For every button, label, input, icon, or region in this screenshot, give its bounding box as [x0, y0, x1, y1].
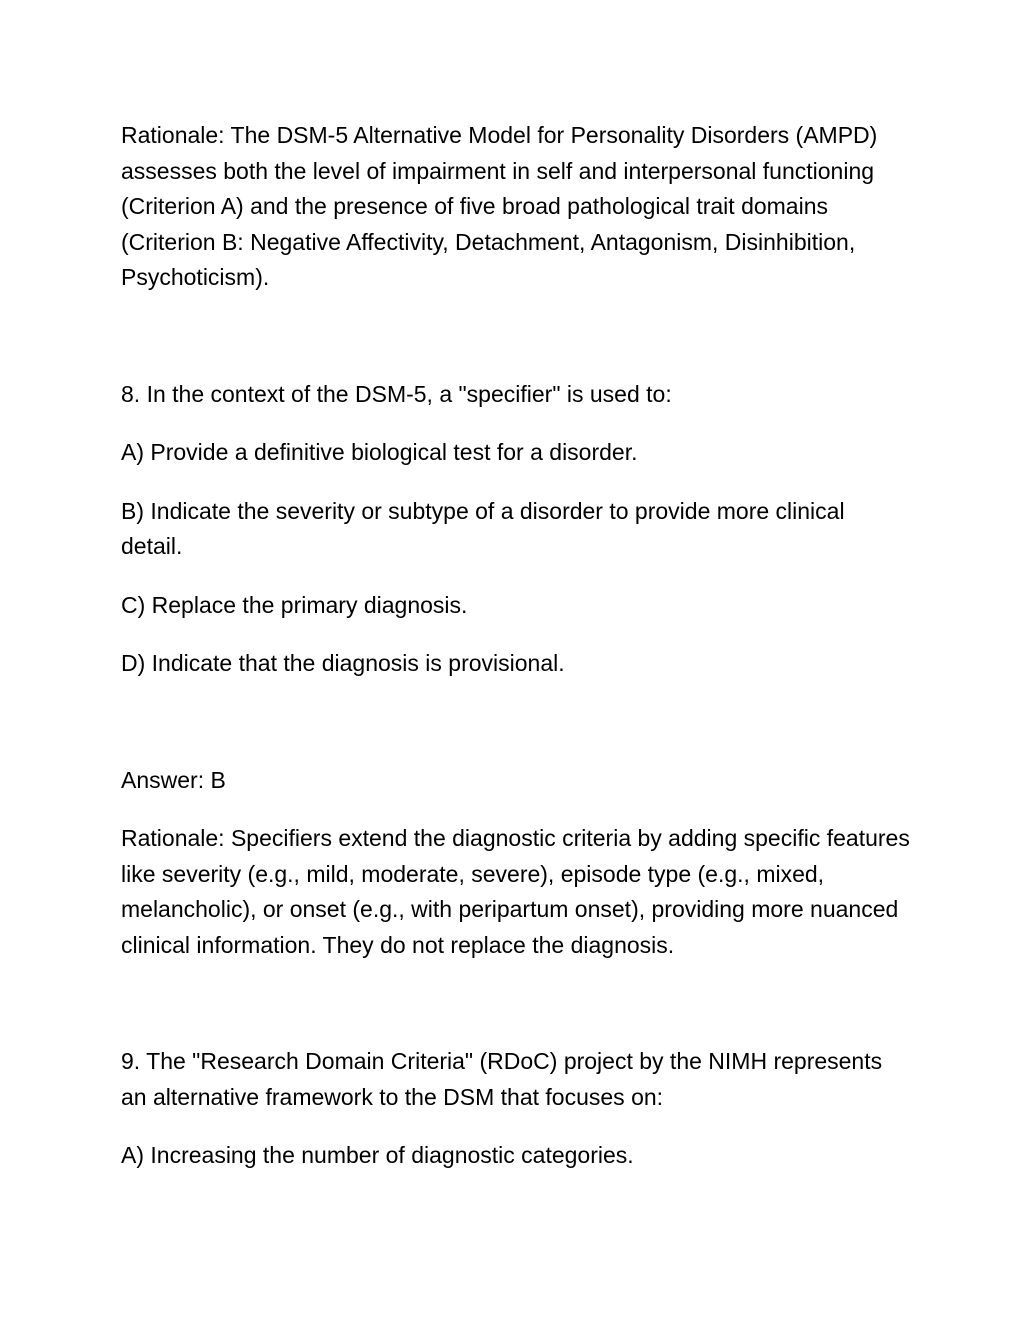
previous-rationale: Rationale: The DSM-5 Alternative Model for Personality Disorders (AMPD) assesses both the level of impairment in self and interpersonal functioning (Criterion A) and the presence of five broad pathological trait domains (Criterion B: Negative Affectivity, Detachment, Antagonism, Disinhibition, Psychoticism). [121, 122, 878, 290]
spacer [121, 963, 911, 1044]
spacer [121, 623, 911, 646]
question-9: 9. The "Research Domain Criteria" (RDoC) project by the NIMH represents an alternative framework to the DSM that focuses on: [121, 1048, 883, 1110]
spacer [121, 682, 911, 763]
question-9-option-a: A) Increasing the number of diagnostic categories. [121, 1142, 634, 1168]
spacer [121, 412, 911, 435]
spacer [121, 296, 911, 377]
spacer [121, 1115, 911, 1138]
question-8-rationale: Rationale: Specifiers extend the diagnostic criteria by adding specific features like severity (e.g., mild, moderate, severe), episode type (e.g., mixed, melancholic), or onset (e.g., with peripartum onset), providing more nuanced clinical information. They do not replace the diagnosis. [121, 825, 910, 958]
question-8-option-d: D) Indicate that the diagnosis is provisional. [121, 650, 565, 676]
question-8-option-a: A) Provide a definitive biological test for a disorder. [121, 439, 638, 465]
question-8: 8. In the context of the DSM-5, a "specifier" is used to: [121, 380, 672, 407]
question-8-answer: Answer: B [121, 766, 226, 793]
document-page [121, 118, 911, 1174]
question-8-option-b: B) Indicate the severity or subtype of a disorder to provide more clinical detail. [121, 497, 845, 559]
spacer [121, 798, 911, 821]
spacer [121, 471, 911, 494]
spacer [121, 565, 911, 588]
question-8-option-c: C) Replace the primary diagnosis. [121, 591, 468, 618]
